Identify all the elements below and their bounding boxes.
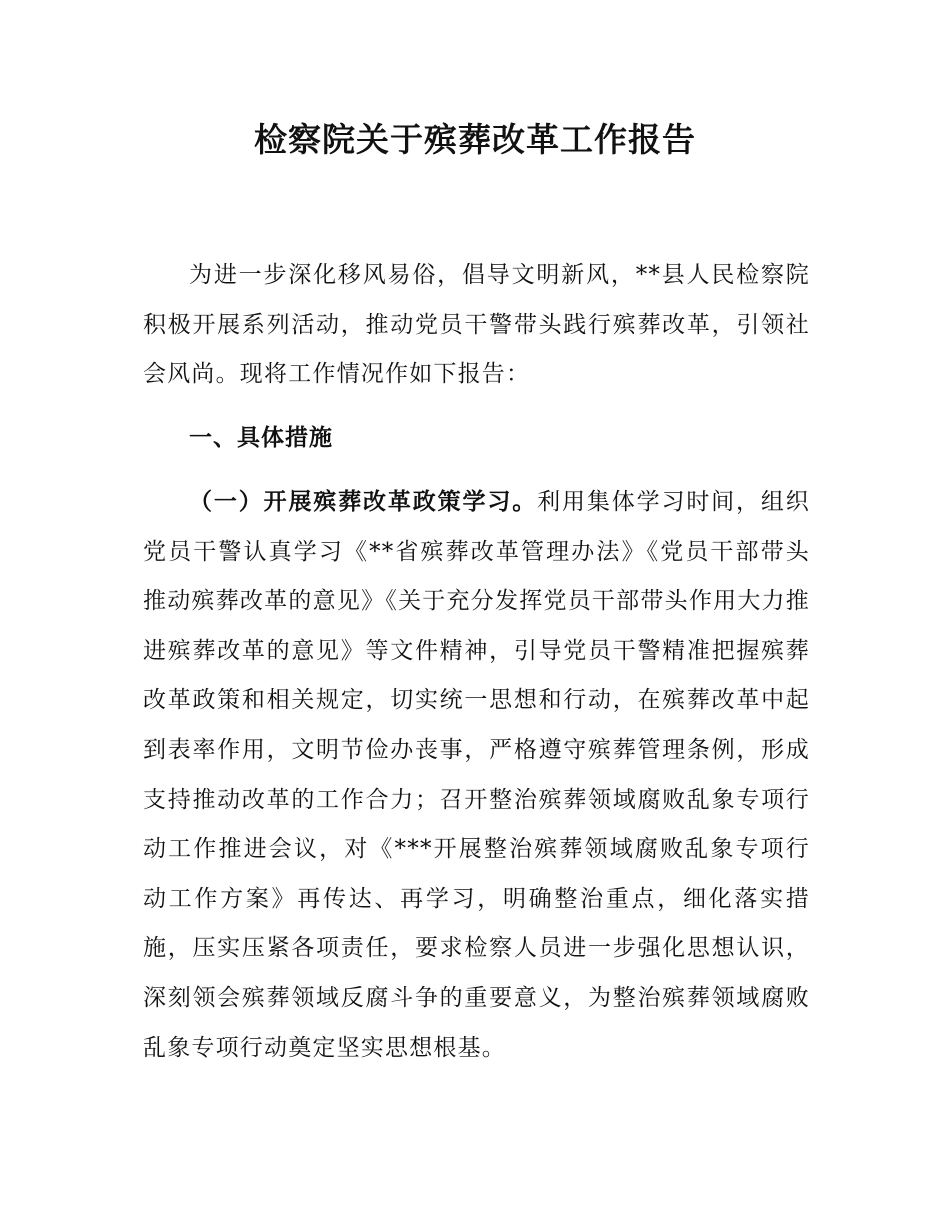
section-heading-specific-measures: 一、具体措施 [189, 425, 333, 451]
intro-paragraph: 为进一步深化移风易俗，倡导文明新风，**县人民检察院积极开展系列活动，推动党员干警带头践行殡葬改革，引领社会风尚。现将工作情况作如下报告： [143, 262, 810, 388]
document-title: 检察院关于殡葬改革工作报告 [254, 120, 696, 159]
subsection-paragraph-policy-study [143, 478, 810, 1073]
subsection-lead-heading: （一）开展殡葬改革政策学习。 [189, 489, 538, 515]
subsection-body-text: 利用集体学习时间，组织党员干警认真学习《**省殡葬改革管理办法》《党员干部带头推动殡葬改革的意见》《关于充分发挥党员干部带头作用大力推进殡葬改革的意见》等文件精神，引导党员干警精准把握殡葬改革政策和相关规定，切实统一思想和行动，在殡葬改革中起到表率作用，文明节俭办丧事，严格遵守殡葬管理条例，形成支持推动改革的工作合力；召开整治殡葬领域腐败乱象专项行动工作推进会议，对《***开展整治殡葬领域腐败乱象专项行动工作方案》再传达、再学习，明确整治重点，细化落实措施，压实压紧各项责任，要求检察人员进一步强化思想认识，深刻领会殡葬领域反腐斗争的重要意义，为整治殡葬领域腐败乱象专项行动奠定坚实思想根基。 [143, 489, 810, 1061]
